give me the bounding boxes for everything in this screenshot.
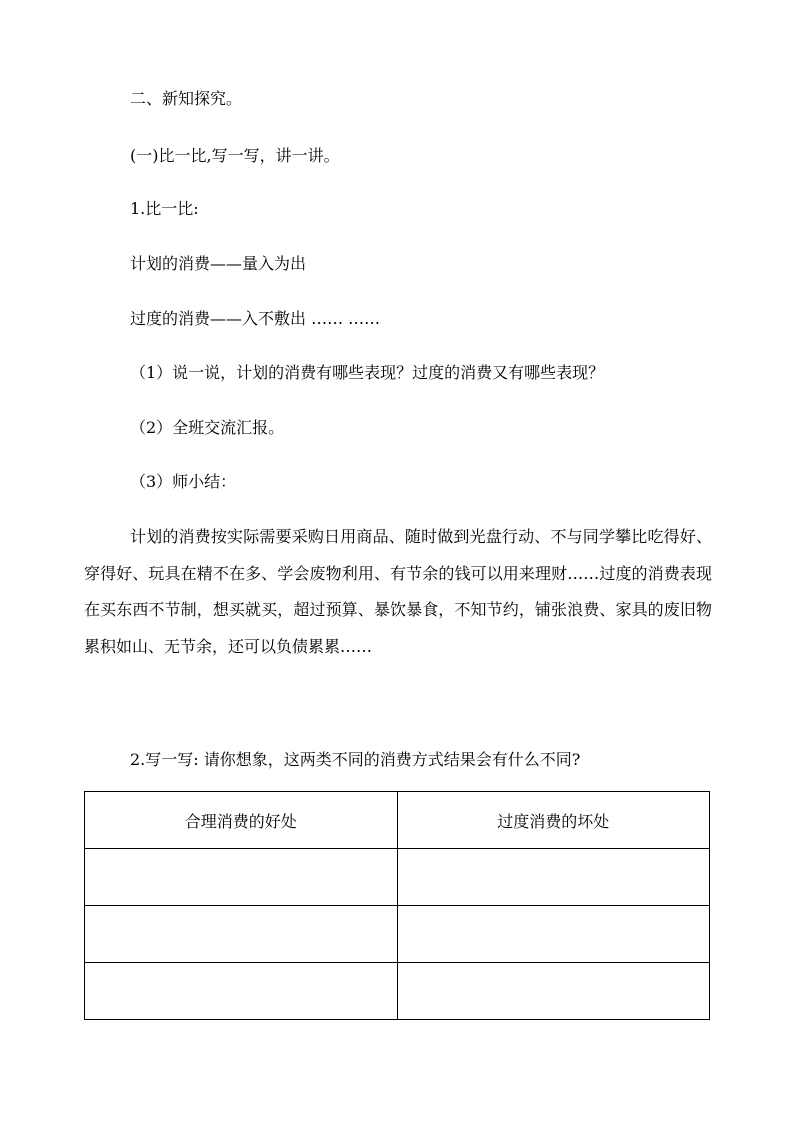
table-header-row (85, 792, 710, 849)
table-header-harms: 过度消费的坏处 (397, 792, 710, 849)
table-cell (397, 849, 710, 906)
table-row (85, 849, 710, 906)
question-1: （1）说一说，计划的消费有哪些表现？过度的消费又有哪些表现？ (130, 363, 605, 382)
item2-heading: 2.写一写: 请你想象，这两类不同的消费方式结果会有什么不同? (130, 750, 581, 769)
table-cell (85, 963, 398, 1020)
question-3: （3）师小结： (130, 472, 237, 491)
section-heading: 二、新知探究。 (130, 89, 243, 108)
item1-heading: 1.比一比: (130, 199, 199, 218)
table-cell (397, 906, 710, 963)
table-cell (85, 906, 398, 963)
table-row (85, 963, 710, 1020)
table-cell (85, 849, 398, 906)
table-row (85, 906, 710, 963)
subsection-heading: (一)比一比,写一写，讲一讲。 (130, 146, 340, 165)
table-cell (397, 963, 710, 1020)
question-2: （2）全班交流汇报。 (130, 418, 285, 437)
table-header-benefits: 合理消费的好处 (85, 792, 398, 849)
compare-line-excessive: 过度的消费——入不敷出 …… …… (130, 309, 381, 328)
summary-paragraph: 计划的消费按实际需要采购日用商品、随时做到光盘行动、不与同学攀比吃得好、穿得好、玩具在精不在多、学会废物利用、有节余的钱可以用来理财……过度的消费表现在买东西不节制，想买就买，超过预算、暴饮暴食，不知节约，铺张浪费、家具的废旧物累积如山、无节余，还可以负债累累…… (84, 527, 712, 656)
compare-line-planned: 计划的消费——量入为出 (130, 254, 307, 273)
comparison-table (84, 791, 710, 1020)
